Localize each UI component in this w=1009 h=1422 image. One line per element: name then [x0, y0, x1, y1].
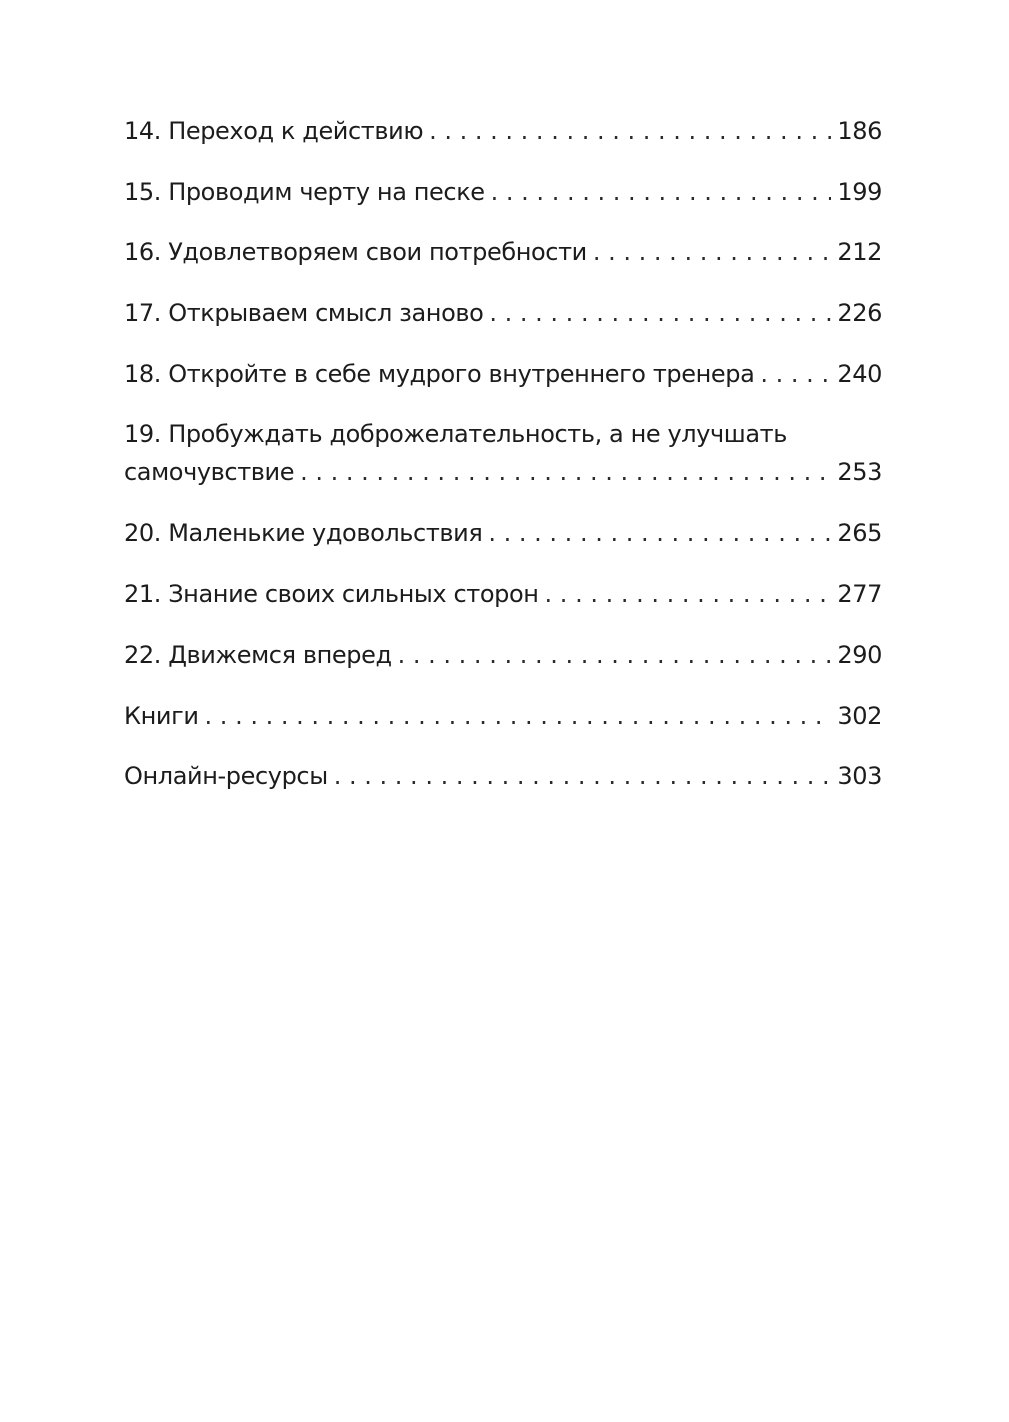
toc-entry-page: 253 [837, 458, 882, 487]
table-of-contents [124, 112, 882, 818]
toc-entry-title: 15. Проводим черту на песке [124, 177, 485, 206]
dot-leader [334, 757, 832, 795]
dot-leader [398, 636, 832, 674]
dot-leader [593, 233, 832, 271]
toc-entry-title-line2: самочувствие [124, 458, 295, 487]
toc-entry-page: 265 [837, 519, 882, 548]
toc-entry-title: 20. Маленькие удовольствия [124, 519, 483, 548]
toc-entry-21 [124, 575, 882, 636]
toc-entry-title: 18. Откройте в себе мудрого внутреннего тренера [124, 359, 755, 388]
toc-entry-title: 16. Удовлетворяем свои потребности [124, 238, 587, 267]
toc-entry-title: 22. Движемся вперед [124, 640, 392, 669]
toc-entry-16 [124, 233, 882, 294]
toc-entry-page: 226 [837, 299, 882, 328]
toc-entry-page: 277 [837, 580, 882, 609]
dot-leader [300, 453, 831, 491]
toc-entry-title: 21. Знание своих сильных сторон [124, 580, 539, 609]
toc-entry-page: 199 [837, 177, 882, 206]
toc-entry-18 [124, 355, 882, 416]
toc-entry-page: 212 [837, 238, 882, 267]
toc-entry-books [124, 697, 882, 758]
dot-leader [491, 173, 832, 211]
dot-leader [488, 514, 831, 552]
toc-entry-22 [124, 636, 882, 697]
toc-entry-17 [124, 294, 882, 355]
dot-leader [489, 294, 831, 332]
toc-entry-online-resources [124, 757, 882, 818]
toc-entry-page: 290 [837, 640, 882, 669]
toc-entry-title: Книги [124, 701, 199, 730]
toc-entry-page: 240 [837, 359, 882, 388]
toc-entry-title: 14. Переход к действию [124, 117, 424, 145]
toc-entry-page: 186 [837, 117, 882, 145]
toc-entry-title: Онлайн-ресурсы [124, 762, 328, 791]
dot-leader [429, 112, 831, 150]
dot-leader [205, 697, 832, 735]
toc-entry-14 [124, 112, 882, 173]
dot-leader [545, 575, 832, 613]
toc-entry-20 [124, 514, 882, 575]
dot-leader [760, 355, 831, 393]
toc-entry-page: 302 [837, 701, 882, 730]
toc-entry-title: 17. Открываем смысл заново [124, 299, 484, 328]
toc-entry-page: 303 [837, 762, 882, 791]
toc-entry-15 [124, 173, 882, 234]
toc-entry-title-line1: 19. Пробуждать доброжелательность, а не улучшать [124, 420, 787, 449]
toc-entry-19 [124, 415, 882, 514]
